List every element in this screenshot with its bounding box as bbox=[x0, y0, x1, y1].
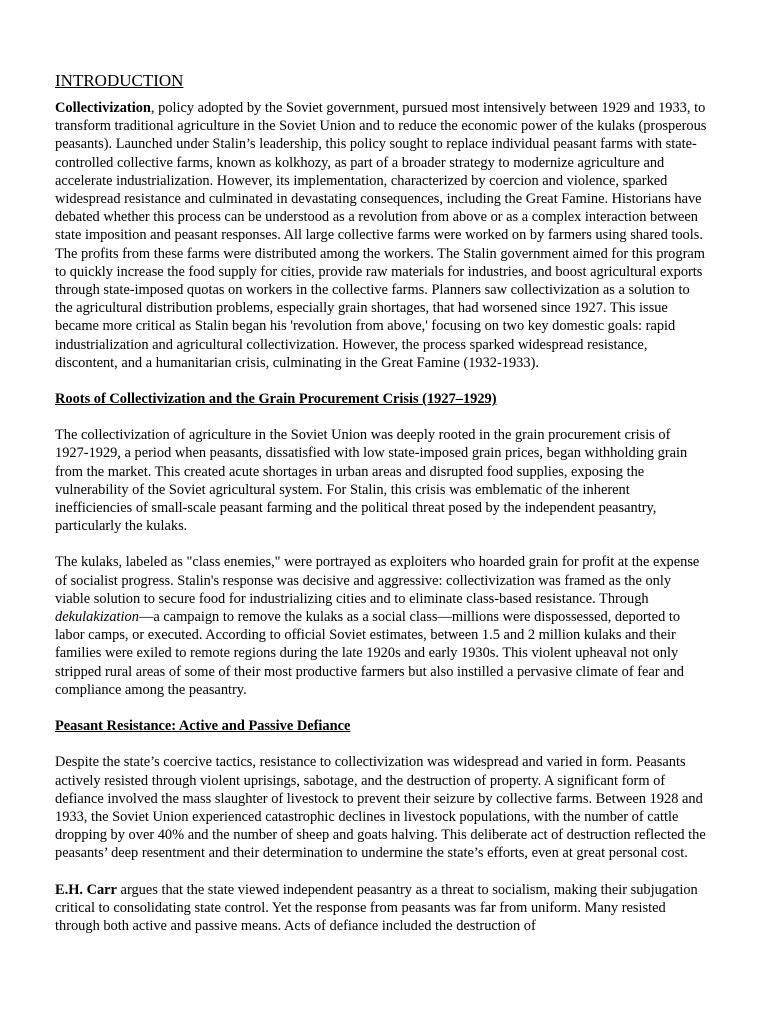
intro-lead-term: Collectivization bbox=[55, 100, 151, 116]
roots-paragraph-2 bbox=[55, 553, 707, 699]
spacer bbox=[55, 372, 707, 390]
intro-paragraph bbox=[55, 99, 707, 372]
section-heading-roots: Roots of Collectivization and the Grain Procurement Crisis (1927–1929) bbox=[55, 391, 497, 408]
dekulakization-term: dekulakization bbox=[55, 609, 139, 626]
carr-name: E.H. Carr bbox=[55, 881, 117, 898]
spacer bbox=[55, 735, 707, 753]
spacer bbox=[55, 408, 707, 426]
intro-text: , policy adopted by the Soviet government, pursued most intensively between 1929 and 1933, to transform traditional agriculture in the Soviet Union and to reduce the economic power of the kulaks (prosperous peasants). Launched under Stalin’s leadership, this policy sought to replace individual peasant farms with state-controlled collective farms, known as kolkhozy, as part of a broader strategy to modernize agriculture and accelerate industrialization. However, its implementation, characterized by coercion and violence, sparked widespread resistance and culminated in devastating consequences, including the Great Famine. Historians have debated whether this process can be understood as a revolution from above or as a complex interaction between state imposition and peasant responses. All large collective farms were worked on by farmers using shared tools. The profits from these farms were distributed among the workers. The Stalin government aimed for this program to quickly increase the food supply for cities, provide raw materials for industries, and boost agricultural exports through state-imposed quotas on workers in the collective farms. Planners saw collectivization as a solution to the agricultural distribution problems, especially grain shortages, that had worsened since 1927. This issue became more critical as Stalin began his 'revolution from above,' focusing on two key domestic goals: rapid industrialization and agricultural collectivization. However, the process sparked widespread resistance, discontent, and a humanitarian crisis, culminating in the Great Famine (1932-1933). bbox=[55, 100, 707, 371]
spacer bbox=[55, 535, 707, 553]
resistance-paragraph-1: Despite the state’s coercive tactics, resistance to collectivization was widespread and varied in form. Peasants actively resisted through violent uprisings, sabotage, and the destruction of property. A significant form of defiance involved the mass slaughter of livestock to prevent their seizure by collective farms. Between 1928 and 1933, the Soviet Union experienced catastrophic declines in livestock populations, with the number of cattle dropping by over 40% and the number of sheep and goats halving. This deliberate act of destruction reflected the peasants’ deep resentment and their determination to undermine the state’s efforts, even at great personal cost. bbox=[55, 754, 706, 862]
spacer bbox=[55, 699, 707, 717]
resistance-paragraph-2-text: argues that the state viewed independent peasantry as a threat to socialism, making their subjugation critical to consolidating state control. Yet the response from peasants was far from uniform. Many resisted through both active and passive means. Acts of defiance included the destruction of bbox=[55, 881, 698, 934]
page-title: INTRODUCTION bbox=[55, 71, 184, 90]
resistance-paragraph-2 bbox=[55, 881, 707, 936]
section-heading-resistance: Peasant Resistance: Active and Passive Defiance bbox=[55, 718, 351, 735]
spacer bbox=[55, 863, 707, 881]
roots-paragraph-2-start: The kulaks, labeled as "class enemies," were portrayed as exploiters who hoarded grain for profit at the expense of socialist progress. Stalin's response was decisive and aggressive: collectivization was framed as the only viable solution to secure food for industrializing cities and to eliminate class-based resistance. Through bbox=[55, 554, 700, 607]
document-page bbox=[55, 70, 707, 935]
roots-paragraph-1: The collectivization of agriculture in the Soviet Union was deeply rooted in the grain procurement crisis of 1927-1929, a period when peasants, dissatisfied with low state-imposed grain prices, began withholding grain from the market. This created acute shortages in urban areas and disrupted food supplies, exposing the vulnerability of the Soviet agricultural system. For Stalin, this crisis was emblematic of the inherent inefficiencies of small-scale peasant farming and the political threat posed by the independent peasantry, particularly the kulaks. bbox=[55, 427, 688, 535]
roots-paragraph-2-end: —a campaign to remove the kulaks as a social class—millions were dispossessed, deported to labor camps, or executed. According to official Soviet estimates, between 1.5 and 2 million kulaks and their families were exiled to remote regions during the late 1920s and early 1930s. This violent upheaval not only stripped rural areas of some of their most productive farmers but also instilled a pervasive climate of fear and compliance among the peasantry. bbox=[55, 609, 684, 698]
